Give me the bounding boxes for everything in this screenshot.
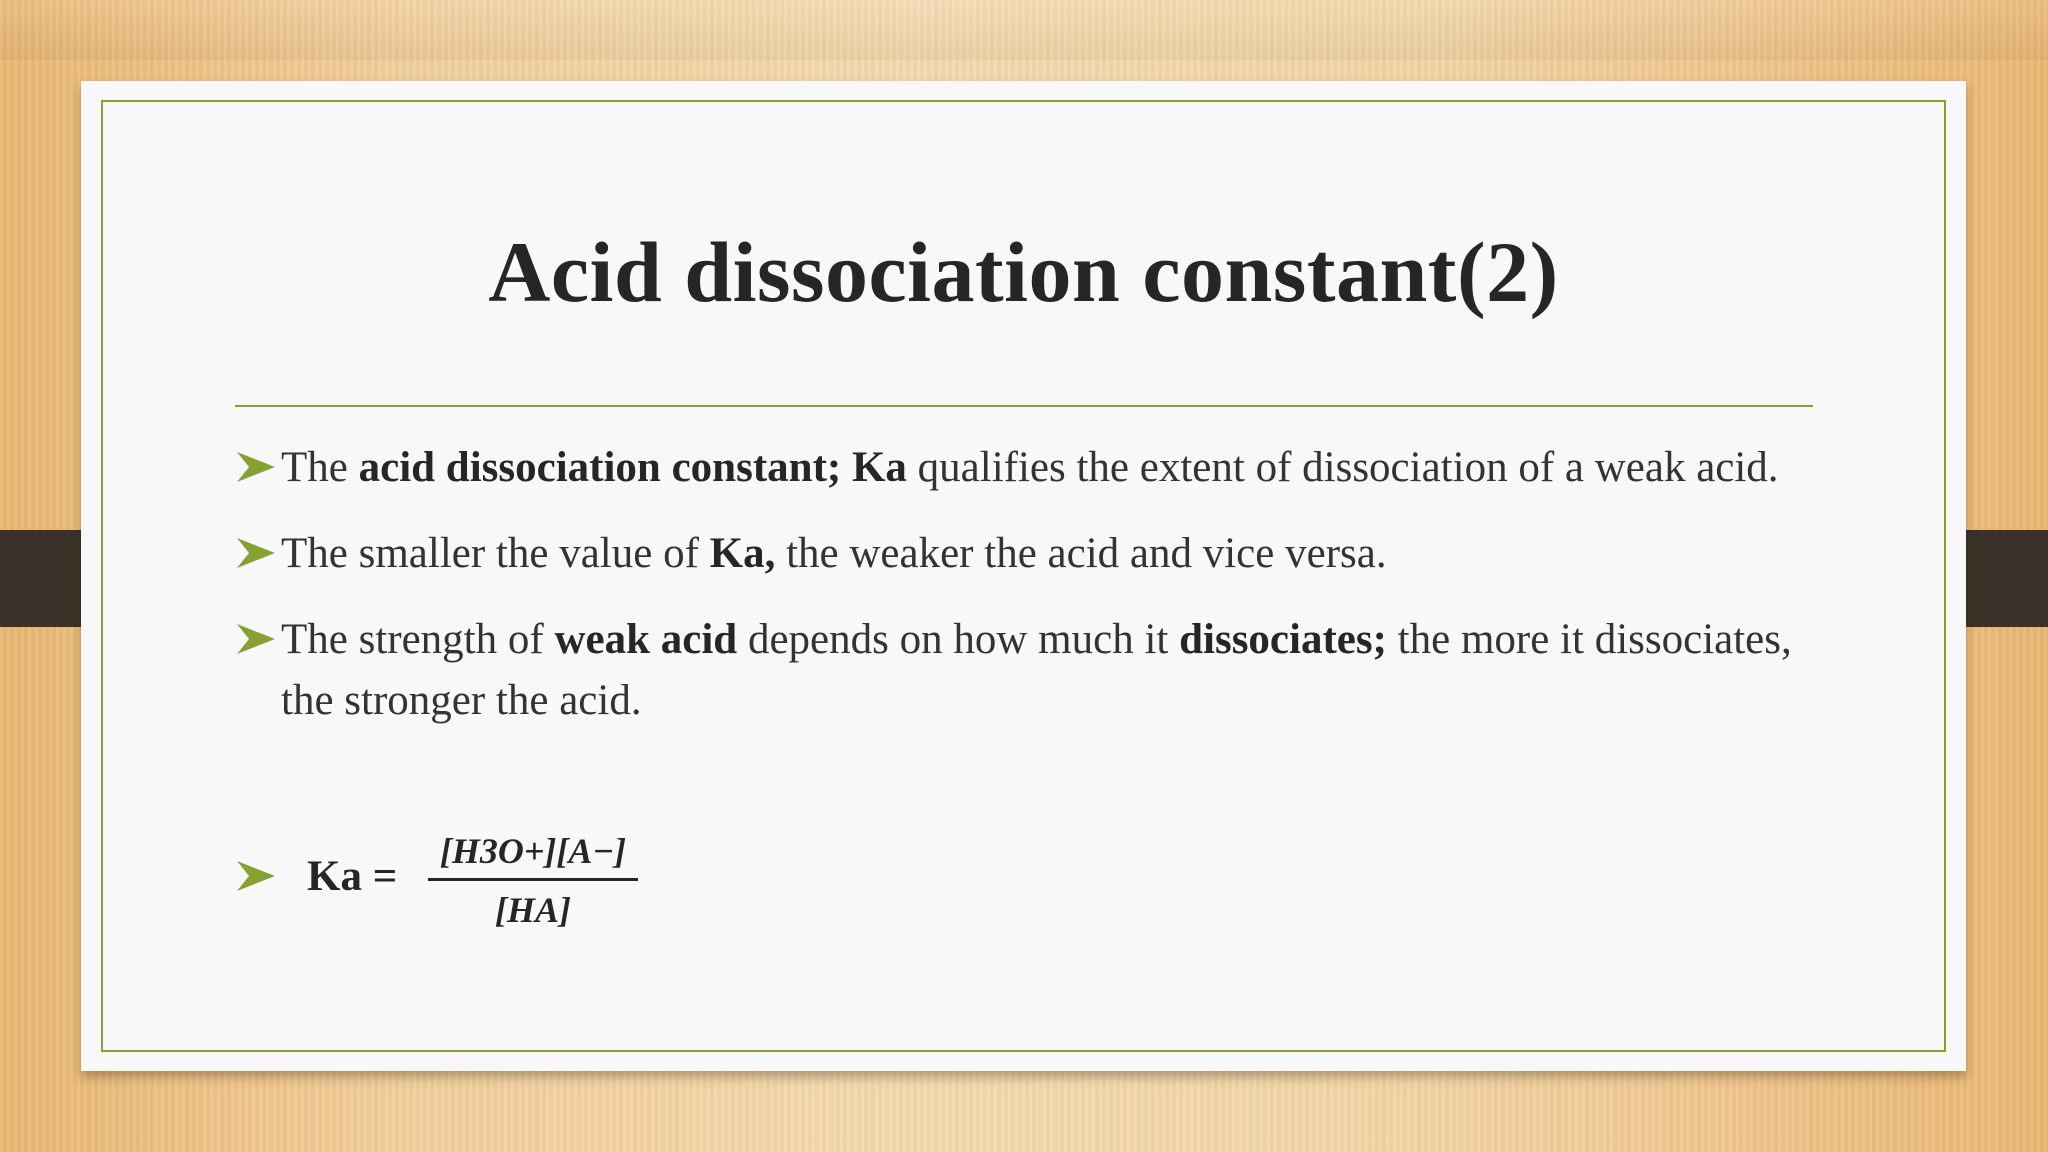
bullet-list [235,437,1813,756]
bullet-segment: the weaker the acid and vice versa. [775,530,1387,577]
bullet-segment-bold: Ka, [709,530,776,577]
fraction-bar [428,878,638,881]
bullet-segment: the more it dissociates, the stronger the acid. [281,616,1792,724]
bullet-segment-bold: dissociates; [1179,616,1387,663]
bullet-segment: The [281,444,359,491]
arrow-bullet-icon [235,858,277,894]
arrow-bullet-icon [235,621,277,657]
formula-denominator: [HA] [495,890,571,930]
bullet-item [235,523,1813,584]
background-grain [0,0,2048,60]
bullet-item [235,437,1813,498]
bullet-segment: qualifies the extent of dissociation of a weak acid. [906,444,1779,491]
bullet-segment-bold: weak acid [554,616,738,663]
bullet-item [235,609,1813,731]
formula-label: Ka = [307,853,398,900]
bullet-segment: The strength of [281,616,555,663]
formula-numerator: [H3O+][A−] [439,831,627,871]
bullet-segment: The smaller the value of [281,530,710,577]
formula-fraction [428,826,638,935]
bullet-segment: depends on how much it [737,616,1180,663]
bullet-segment-bold: acid dissociation constant; Ka [358,444,907,491]
title-divider [235,405,1813,407]
slide-title: Acid dissociation constant(2) [488,224,1559,320]
ka-formula [235,826,735,936]
arrow-bullet-icon [235,535,277,571]
arrow-bullet-icon [235,449,277,485]
